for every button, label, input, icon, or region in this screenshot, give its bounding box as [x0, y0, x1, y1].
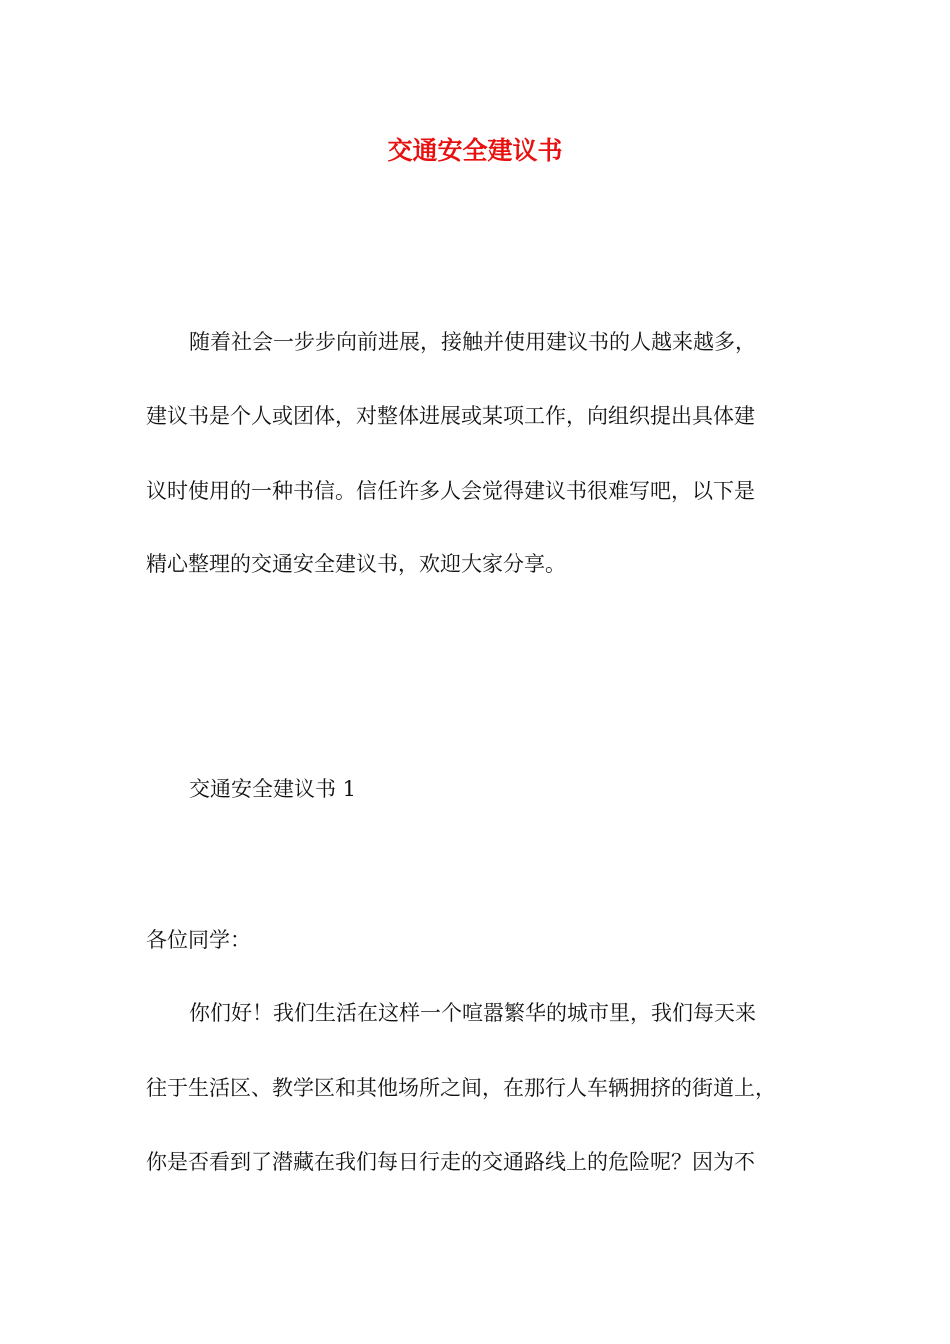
- body-line-1: 你们好！我们生活在这样一个喧嚣繁华的城市里，我们每天来: [189, 1001, 756, 1025]
- intro-line-2: 建议书是个人或团体，对整体进展或某项工作，向组织提出具体建: [146, 404, 755, 428]
- document-title: 交通安全建议书: [387, 136, 563, 165]
- salutation: 各位同学：: [146, 928, 251, 952]
- body-line-3: 你是否看到了潜藏在我们每日行走的交通路线上的危险呢？因为不: [146, 1150, 755, 1174]
- intro-line-1: 随着社会一步步向前进展，接触并使用建议书的人越来越多，: [189, 330, 756, 354]
- intro-line-3: 议时使用的一种书信。信任许多人会觉得建议书很难写吧，以下是: [146, 479, 755, 503]
- section-heading: 交通安全建议书 1: [189, 777, 357, 801]
- intro-line-4: 精心整理的交通安全建议书，欢迎大家分享。: [146, 552, 566, 576]
- body-line-2: 往于生活区、教学区和其他场所之间，在那行人车辆拥挤的街道上，: [146, 1076, 776, 1100]
